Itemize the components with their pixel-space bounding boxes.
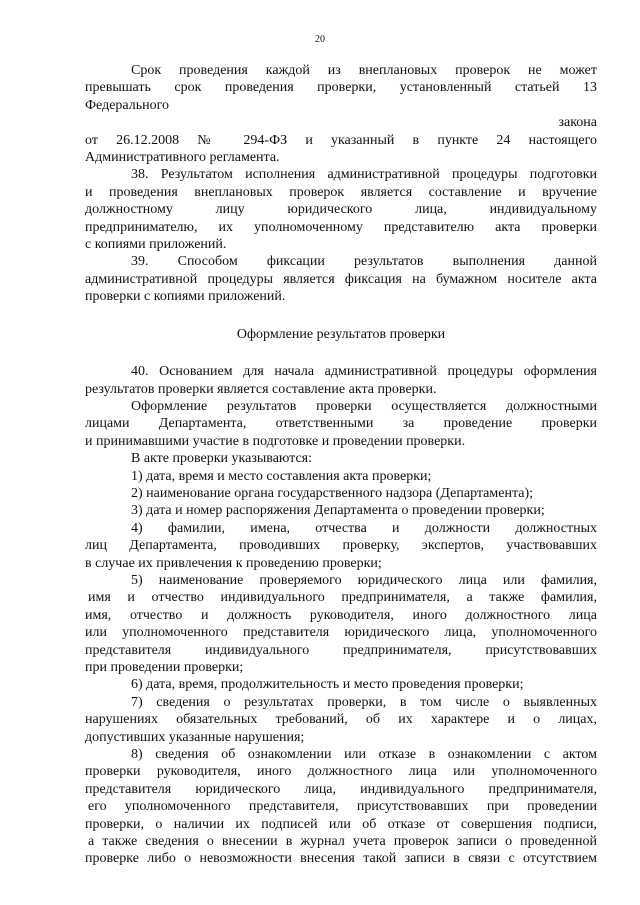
page-number: 20 xyxy=(315,34,325,45)
text-line: представителя юридического лица, индивидуального предпринимателя, xyxy=(85,781,597,797)
text-line: В акте проверки указываются: xyxy=(131,451,313,467)
text-line: 40. Основанием для начала административной процедуры оформления xyxy=(131,364,597,380)
text-line: и принимавшими участие в подготовке и проведении проверки. xyxy=(85,433,466,449)
text-line: а также сведения о внесении в журнал учета проверок записи о проведенной xyxy=(88,834,597,850)
text-line: результатов проверки является составление акта проверки. xyxy=(85,381,437,397)
text-line: при проведении проверки; xyxy=(85,660,244,675)
text-line: лиц Департамента, проводивших проверку, экспертов, участвовавших xyxy=(85,538,597,554)
text-line: 5) наименование проверяемого юридического лица или фамилия, xyxy=(131,572,597,588)
text-line: административной процедуры является фиксация на бумажном носителе акта xyxy=(85,271,597,287)
text-line: в случае их привлечения к проведению проверки; xyxy=(85,555,382,571)
text-line: превышать срок проведения проверки, установленный статьей 13 xyxy=(85,80,597,96)
text-line: проверки руководителя, иного должностного лица или уполномоченного xyxy=(85,764,597,780)
text-line: Федерального xyxy=(85,97,170,113)
text-line: 39. Способом фиксации результатов выполнения данной xyxy=(131,254,597,270)
text-line: 38. Результатом исполнения административной процедуры подготовки xyxy=(131,167,597,183)
text-line: 7) сведения о результатах проверки, в том числе о выявленных xyxy=(131,694,597,710)
document-body xyxy=(85,62,597,868)
text-line: предпринимателю, их уполномоченному представителю акта проверки xyxy=(85,219,597,235)
text-line: 1) дата, время и место составления акта проверки; xyxy=(131,468,432,484)
text-line: имя, отчество и должность руководителя, иного должностного лица xyxy=(85,607,597,623)
text-line: и проведения внеплановых проверок является составление и вручение xyxy=(85,184,597,200)
text-line: должностному лицу юридического лица, индивидуальному xyxy=(85,202,597,218)
text-line: или уполномоченного представителя юридического лица, уполномоченного xyxy=(85,625,597,641)
text-line: лицами Департамента, ответственными за проведение проверки xyxy=(85,416,597,432)
text-line: закона xyxy=(558,115,597,131)
text-line: Оформление результатов проверки осуществляется должностными xyxy=(131,398,597,414)
text-line: 3) дата и номер распоряжения Департамента о проведении проверки; xyxy=(131,503,545,519)
text-line: 8) сведения об ознакомлении или отказе в ознакомлении с актом xyxy=(131,747,597,763)
text-line: Административного регламента. xyxy=(85,150,280,166)
text-line: проверки с копиями приложений. xyxy=(85,289,286,305)
text-line: имя и отчество индивидуального предпринимателя, а также фамилия, xyxy=(88,590,597,606)
text-line: с копиями приложений. xyxy=(85,237,227,253)
text-line: проверке либо о невозможности внесения такой записи в связи с отсутствием xyxy=(85,851,597,867)
text-line: 4) фамилии, имена, отчества и должности должностных xyxy=(131,520,597,536)
text-line: 6) дата, время, продолжительность и место проведения проверки; xyxy=(131,677,524,693)
text-line: Срок проведения каждой из внеплановых проверок не может xyxy=(131,63,597,78)
text-line: допустивших указанные нарушения; xyxy=(85,729,305,745)
text-line: его уполномоченного представителя, присутствовавших при проведении xyxy=(88,799,597,815)
section-heading: Оформление результатов проверки xyxy=(236,326,446,342)
text-line: проверки, о наличии их подписей или об отказе от совершения подписи, xyxy=(85,816,597,832)
text-line: нарушениях обязательных требований, об их характере и о лицах, xyxy=(85,712,597,728)
text-line: 2) наименование органа государственного надзора (Департамента); xyxy=(131,485,534,501)
text-line: от 26.12.2008 № 294-ФЗ и указанный в пункте 24 настоящего xyxy=(85,132,597,148)
text-line: представителя индивидуального предпринимателя, присутствовавших xyxy=(85,642,597,658)
